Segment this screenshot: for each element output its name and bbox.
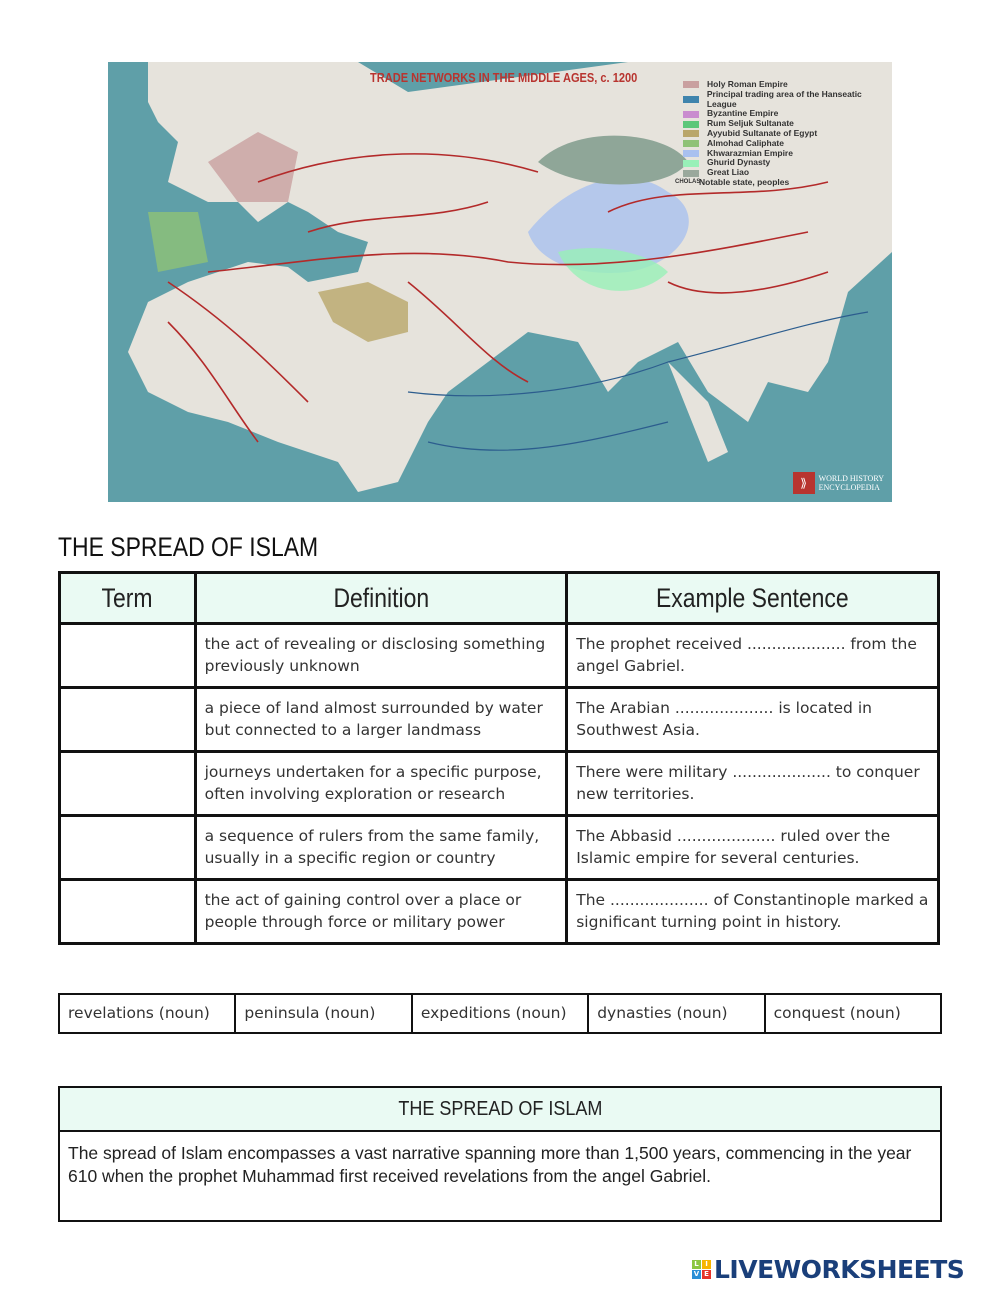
example-cell: The Abbasid .................... ruled over the Islamic empire for several centuries. [567,816,939,880]
legend-item: Principal trading area of the Hanseatic League [683,90,892,110]
table-row [60,752,939,816]
term-drop-zone[interactable] [60,880,196,944]
header-definition: Definition [195,573,567,624]
legend-item: CHOLAS Notable state, peoples [675,176,790,187]
word-bank-item[interactable]: conquest (noun) [773,1004,901,1022]
legend-item: Holy Roman Empire [683,80,892,90]
weh-logo-icon: ⟫ [793,472,815,494]
trade-networks-map [108,62,892,502]
info-box-title: THE SPREAD OF ISLAM [60,1088,940,1132]
legend-item: Rum Seljuk Sultanate [683,119,892,129]
brand-name: LIVEWORKSHEETS [714,1255,965,1284]
definition-cell: journeys undertaken for a specific purpose, often involving exploration or research [195,752,567,816]
definition-cell: a piece of land almost surrounded by water but connected to a larger landmass [195,688,567,752]
example-cell: There were military .................... to conquer new territories. [567,752,939,816]
table-row [60,688,939,752]
table-row [60,816,939,880]
term-drop-zone[interactable] [60,816,196,880]
legend-item: Khwarazmian Empire [683,149,892,159]
liveworksheets-logo [692,1255,964,1284]
legend-item: Almohad Caliphate [683,139,892,149]
map-title: TRADE NETWORKS IN THE MIDDLE AGES, c. 1200 [370,70,638,85]
word-bank [58,993,942,1034]
legend-item: Byzantine Empire [683,109,892,119]
page-heading: THE SPREAD OF ISLAM [58,532,319,562]
world-history-encyclopedia-credit: ⟫ WORLD HISTORY ENCYCLOPEDIA [793,472,884,494]
definition-cell: the act of revealing or disclosing something previously unknown [195,624,567,688]
table-row [60,880,939,944]
live-cube-icon: L I V E [692,1260,711,1279]
example-cell: The Arabian .................... is located in Southwest Asia. [567,688,939,752]
word-bank-item[interactable]: expeditions (noun) [413,995,589,1032]
vocabulary-table [58,571,940,945]
map-legend [675,79,892,188]
word-bank-item[interactable]: peninsula (noun) [236,995,412,1032]
info-box [58,1086,942,1222]
table-row [60,624,939,688]
definition-cell: the act of gaining control over a place or people through force or military power [195,880,567,944]
table-header-row [60,573,939,624]
definition-cell: a sequence of rulers from the same family, usually in a specific region or country [195,816,567,880]
legend-item: Ghurid Dynasty [683,158,892,168]
term-drop-zone[interactable] [60,624,196,688]
info-box-body: The spread of Islam encompasses a vast narrative spanning more than 1,500 years, commencing in the year 610 when the prophet Muhammad first received revelations from the angel Gabriel. [68,1143,912,1186]
example-cell: The .................... of Constantinople marked a significant turning point in history. [567,880,939,944]
legend-item: Great Liao [683,168,892,178]
header-example: Example Sentence [567,573,939,624]
word-bank-item[interactable]: dynasties (noun) [589,995,765,1032]
term-drop-zone[interactable] [60,752,196,816]
legend-item: Ayyubid Sultanate of Egypt [683,129,892,139]
word-bank-item[interactable]: revelations (noun) [60,995,236,1032]
term-drop-zone[interactable] [60,688,196,752]
example-cell: The prophet received .................... from the angel Gabriel. [567,624,939,688]
header-term: Term [60,573,196,624]
